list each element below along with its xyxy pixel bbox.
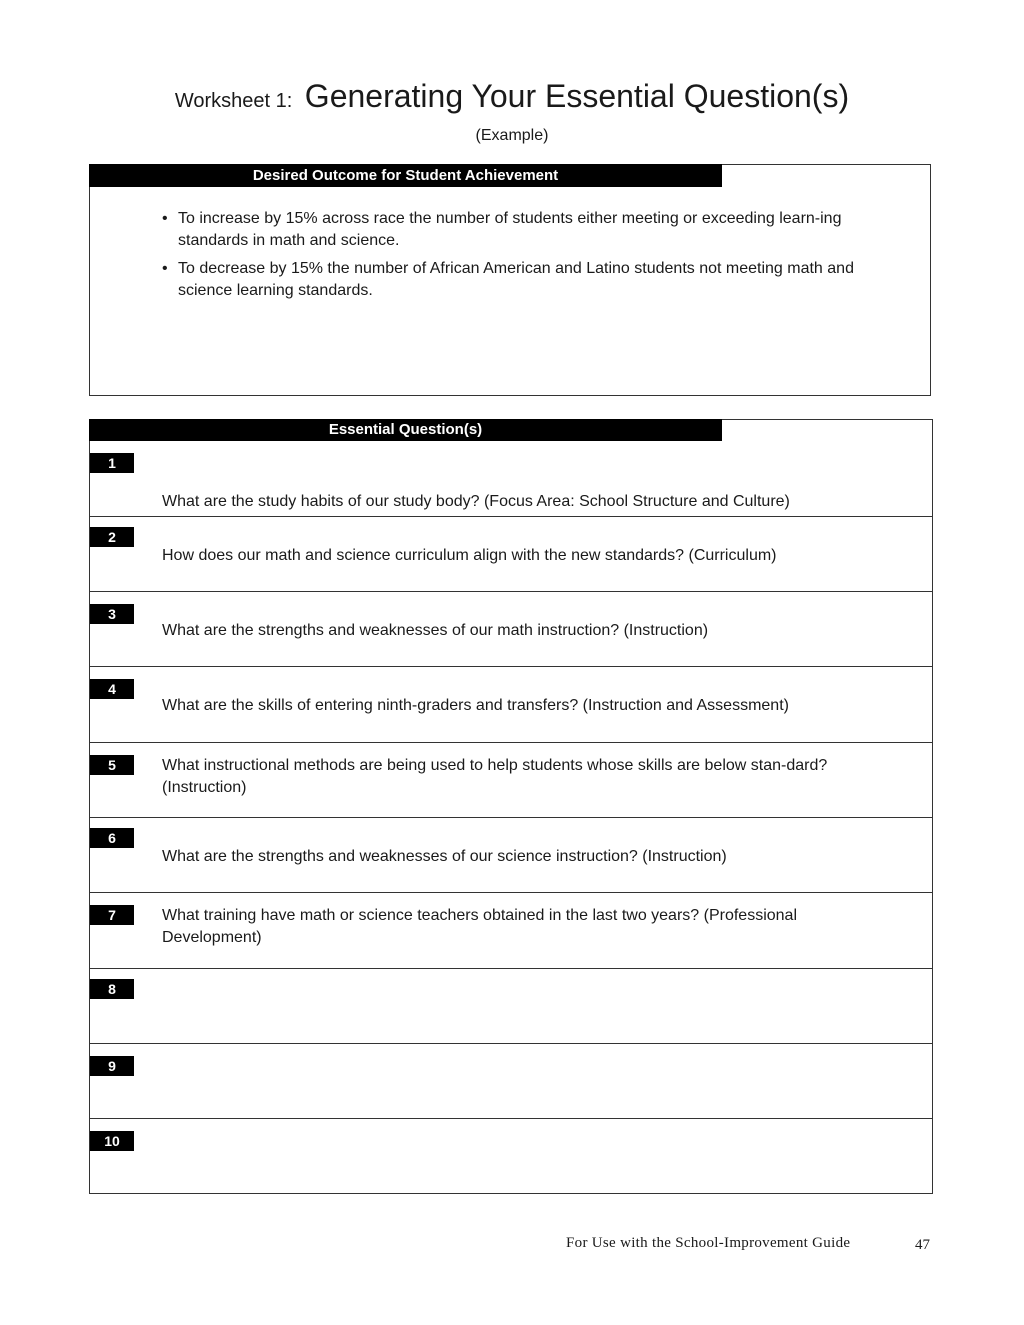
- question-number: 2: [90, 527, 134, 547]
- worksheet-label: Worksheet 1:: [174, 90, 293, 112]
- question-number: 4: [90, 679, 134, 699]
- question-number: 7: [90, 905, 134, 925]
- page-number: 47: [915, 1237, 930, 1253]
- outcome-item: [162, 258, 882, 302]
- question-row-4: [90, 667, 932, 743]
- question-row-3: [90, 592, 932, 667]
- worksheet-title: Generating Your Essential Question(s): [304, 78, 850, 114]
- question-number: 6: [90, 828, 134, 848]
- question-text: What are the strengths and weaknesses of our math instruction? (Instruction): [162, 622, 709, 639]
- question-row-1: [90, 442, 932, 517]
- question-row-6: [90, 818, 932, 893]
- question-number: 1: [90, 453, 134, 473]
- question-number: 10: [90, 1131, 134, 1151]
- question-text: What are the strengths and weaknesses of our science instruction? (Instruction): [162, 848, 727, 865]
- question-number: 5: [90, 755, 134, 775]
- question-text: What are the skills of entering ninth-graders and transfers? (Instruction and Assessment): [162, 697, 789, 714]
- question-row-7: [90, 893, 932, 969]
- desired-outcome-header: Desired Outcome for Student Achievement: [89, 164, 722, 187]
- worksheet-subtitle: (Example): [475, 127, 549, 144]
- question-row-8: [90, 969, 932, 1044]
- bullet-icon: •: [162, 260, 168, 277]
- footer-guide-title: For Use with the School-Improvement Guide: [566, 1235, 851, 1251]
- desired-outcome-box: [89, 164, 931, 396]
- outcome-list: [162, 208, 882, 308]
- essential-questions-box: [89, 419, 933, 1194]
- question-row-5: [90, 743, 932, 818]
- outcome-item: [162, 208, 882, 252]
- outcome-item-text: To decrease by 15% the number of African American and Latino students not meeting math and science learning standards.: [178, 260, 854, 299]
- question-row-9: [90, 1044, 932, 1119]
- question-text: What are the study habits of our study body? (Focus Area: School Structure and Culture): [162, 493, 790, 510]
- question-row-10: [90, 1119, 932, 1193]
- question-number: 3: [90, 604, 134, 624]
- essential-questions-header: Essential Question(s): [89, 419, 722, 441]
- question-number: 8: [90, 979, 134, 999]
- bullet-icon: •: [162, 210, 168, 227]
- outcome-item-text: To increase by 15% across race the number of students either meeting or exceeding learn-ing standards in math and science.: [178, 210, 842, 249]
- question-text: How does our math and science curriculum align with the new standards? (Curriculum): [162, 547, 777, 564]
- question-text: What instructional methods are being used to help students whose skills are below stan-dard? (Instruction): [162, 757, 828, 796]
- question-number: 9: [90, 1056, 134, 1076]
- question-text: What training have math or science teachers obtained in the last two years? (Professional Development): [162, 907, 797, 946]
- page-title: [0, 78, 1024, 115]
- question-row-2: [90, 517, 932, 592]
